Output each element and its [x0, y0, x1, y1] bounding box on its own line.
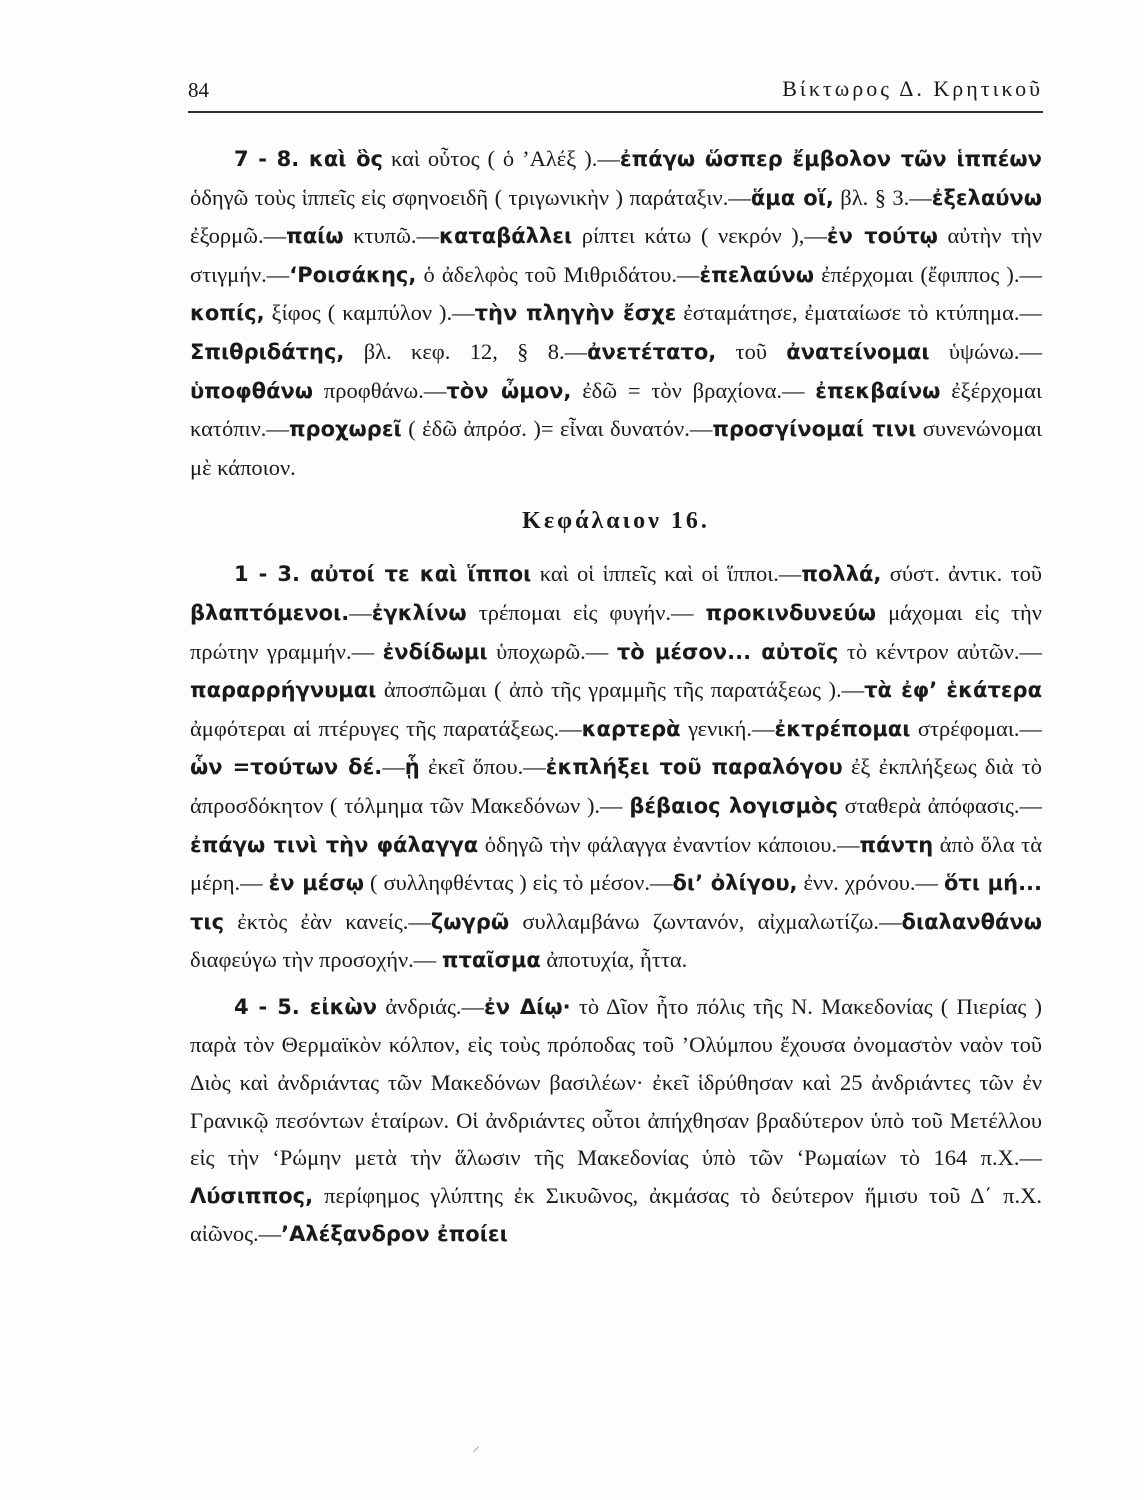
gloss: στρέφομαι.— [910, 715, 1042, 741]
gloss: προφθάνω.— [313, 377, 447, 403]
lemma: ἐνδίδωμι [382, 639, 488, 664]
lemma: καρτερὰ [581, 716, 681, 741]
lemma: ἐκπλήξει τοῦ παραλόγου [545, 755, 843, 780]
gloss: καὶ οἱ ἱππεῖς καὶ οἱ ἵπποι.— [531, 561, 802, 587]
gloss: ἀμφότεραι αἱ πτέρυγες τῆς παρατάξεως.— [190, 715, 582, 741]
gloss: ἐπέρχομαι (ἔφιππος ).— [813, 261, 1042, 287]
lemma: ἐπεκβαίνω [815, 378, 941, 403]
lemma: παίω [286, 224, 344, 249]
gloss: ὑποχωρῶ.— [487, 638, 617, 664]
lemma: βέβαιος λογισμὸς [629, 793, 838, 818]
lemma: ὑποφθάνω [190, 378, 314, 403]
lemma: ἐν Δίῳ· [484, 994, 571, 1019]
lemma: ἅμα οἵ, [750, 185, 834, 210]
gloss: καὶ οὗτος ( ὁ ’Αλέξ ).— [382, 146, 620, 171]
gloss: ἐδῶ = τὸν βραχίονα.— [571, 377, 816, 403]
header-rule [188, 111, 1043, 113]
gloss: διαφεύγω τὴν προσοχήν.— [190, 947, 442, 973]
lemma: προσγίνομαί τινι [712, 417, 917, 442]
gloss: ὁδηγῶ τὴν φάλαγγα ἐναντίον κάποιου.— [478, 831, 860, 857]
gloss: — [349, 599, 372, 625]
gloss: σταθερὰ ἀπόφασις.— [837, 792, 1043, 818]
lemma: ‘Ροισάκης, [289, 262, 417, 287]
gloss: συλλαμβάνω ζωντανόν, αἰχμαλωτίζω.— [509, 908, 902, 934]
lemma: τὸ μέσον... αὐτοῖς [616, 639, 839, 664]
page-header [188, 72, 1043, 112]
lemma: 4 - 5. εἰκὼν [234, 994, 378, 1019]
gloss: τὸ κέντρον αὐτῶν.— [838, 638, 1042, 664]
gloss: γενική.— [680, 715, 775, 741]
gloss: σύστ. ἀντικ. τοῦ [881, 561, 1042, 587]
lemma: κοπίς, [190, 301, 265, 326]
gloss: ἐκτὸς ἐὰν κανείς.— [224, 908, 431, 934]
gloss: ὁ ἀδελφὸς τοῦ Μιθριδάτου.— [416, 261, 700, 287]
lemma: πάντη [859, 832, 934, 857]
lemma: Σπιθριδάτης, [190, 339, 345, 364]
lemma: ἐπάγω ὥσπερ ἔμβολον τῶν ἱππέων [619, 147, 1042, 171]
lemma: ᾗ [404, 755, 420, 780]
lemma: δι’ ὀλίγου, [672, 871, 798, 896]
gloss: ( ἐδῶ ἀπρόσ. )= εἶναι δυνατόν.— [401, 416, 713, 442]
running-head: Βίκτωρος Δ. Κρητικοῦ [782, 76, 1043, 101]
gloss: ἐξ ἐκπλήξεως διὰ τὸ ἀπροσδόκητον ( τόλμημα τῶν Μακεδόνων ).— [190, 754, 1042, 818]
gloss: μάχομαι εἰς τὴν πρώτην γραμμήν.— [190, 599, 1042, 664]
scan-mark: ⸝ [472, 1436, 481, 1455]
gloss: ἐξέρχομαι κατόπιν.— [190, 377, 1043, 442]
lemma: ἀνετέτατο, [587, 339, 717, 364]
paragraph-7-8 [190, 140, 1042, 486]
lemma: ἐγκλίνω [371, 600, 467, 625]
lemma: ἐπάγω τινὶ τὴν φάλαγγα [190, 832, 479, 857]
gloss: ρίπτει κάτω ( νεκρόν ),— [572, 223, 827, 249]
lemma: τὴν πληγὴν ἔσχε [474, 301, 677, 326]
lemma: παραρρήγνυμαι [190, 678, 377, 703]
gloss: ἐνν. χρόνου.— [797, 870, 944, 896]
lemma: ’Αλέξανδρον ἐποίει [281, 1222, 508, 1247]
lemma: προκινδυνεύω [705, 600, 877, 625]
lemma: ὅτι μή... τις [190, 871, 1042, 934]
gloss: ἀπὸ ὅλα τὰ μέρη.— [190, 831, 1042, 896]
paragraph-1-3 [190, 555, 1042, 980]
gloss: ἀνδριάς.— [377, 993, 484, 1019]
lemma: ἐπελαύνω [699, 262, 814, 287]
lemma: διαλανθάνω [901, 909, 1042, 934]
gloss: ἐξορμῶ.— [190, 223, 287, 249]
gloss: — [382, 754, 405, 780]
lemma: 7 - 8. καὶ ὃς [234, 147, 383, 171]
gloss: βλ. κεφ. 12, § 8.— [344, 338, 588, 364]
gloss: τρέπομαι εἰς φυγήν.— [466, 599, 706, 625]
lemma: ἐκτρέπομαι [774, 716, 911, 741]
gloss: ἀποτυχία, ἧττα. [540, 947, 688, 973]
gloss: ὁδηγῶ τοὺς ἱππεῖς εἰς σφηνοειδῆ ( τριγωνικὴν ) παράταξιν.— [190, 184, 751, 210]
chapter-heading: Κεφάλαιον 16. [522, 508, 710, 535]
gloss: αὐτὴν τὴν στιγμήν.— [190, 223, 1042, 287]
lemma: ἐξελαύνω [931, 185, 1042, 210]
lemma: πταῖσμα [441, 948, 541, 973]
lemma: ἐν μέσῳ [268, 871, 365, 896]
lemma: ἐν τούτῳ [826, 224, 938, 249]
gloss: περίφημος γλύπτης ἐκ Σικυῶνος, ἀκμάσας τὸ δεύτερον ἥμισυ τοῦ Δ΄ π.Χ. αἰῶνος.— [190, 1182, 1042, 1247]
lemma: ζωγρῶ [430, 909, 510, 934]
gloss: ἀποσπῶμαι ( ἀπὸ τῆς γραμμῆς τῆς παρατάξεως ).— [376, 677, 865, 703]
gloss: ἐσταμάτησε, ἐματαίωσε τὸ κτύπημα.— [676, 300, 1042, 326]
lemma: 1 - 3. αὐτοί τε καὶ ἵπποι [234, 562, 532, 587]
gloss: ( συλληφθέντας ) εἰς τὸ μέσον.— [364, 870, 673, 896]
gloss: βλ. § 3.— [833, 184, 932, 210]
gloss: τὸ Δῖον ἦτο πόλις τῆς Ν. Μακεδονίας ( Πιερίας ) παρὰ τὸν Θερμαϊκὸν κόλπον, εἰς τοὺς πρόποδας τοῦ ’Ολύμπου ἔχουσα ὀνομαστὸν ναὸν τοῦ Διὸς καὶ ἀνδριάντας τῶν Μακεδόνων βασιλέων· ἐκεῖ ἱδρύθησαν καὶ 25 ἀνδριάντες τῶν ἐν Γρανικῷ πεσόντων ἑταίρων. Οἱ ἀνδριάντες οὗτοι ἀπήχθησαν βραδύτερον ὑπὸ τοῦ Μετέλλου εἰς τὴν ‘Ρώμην μετὰ τὴν ἅλωσιν τῆς Μακεδονίας ὑπὸ τῶν ‘Ρωμαίων τὸ 164 π.Χ.— [190, 993, 1042, 1171]
gloss: τοῦ [716, 338, 787, 364]
body-text [190, 140, 1042, 1254]
paragraph-4-5 [190, 988, 1042, 1254]
lemma: Λύσιππος, [190, 1183, 314, 1208]
lemma: τὸν ὦμον, [446, 378, 572, 403]
lemma: ὧν =τούτων δέ. [190, 755, 383, 780]
gloss: ὑψώνω.— [929, 338, 1042, 364]
lemma: τὰ ἐφ’ ἑκάτερα [864, 678, 1042, 703]
gloss: ἐκεῖ ὅπου.— [419, 754, 546, 780]
lemma: πολλά, [801, 562, 882, 587]
gloss: κτυπῶ.— [343, 223, 440, 249]
lemma: ἀνατείνομαι [786, 339, 930, 364]
gloss: συνενώνομαι μὲ κάποιον. [190, 416, 1042, 480]
page-number: 84 [188, 78, 209, 102]
lemma: προχωρεῖ [288, 417, 402, 442]
lemma: βλαπτόμενοι. [190, 600, 350, 625]
gloss: ξίφος ( καμπύλον ).— [264, 300, 475, 326]
lemma: καταβάλλει [439, 224, 573, 249]
